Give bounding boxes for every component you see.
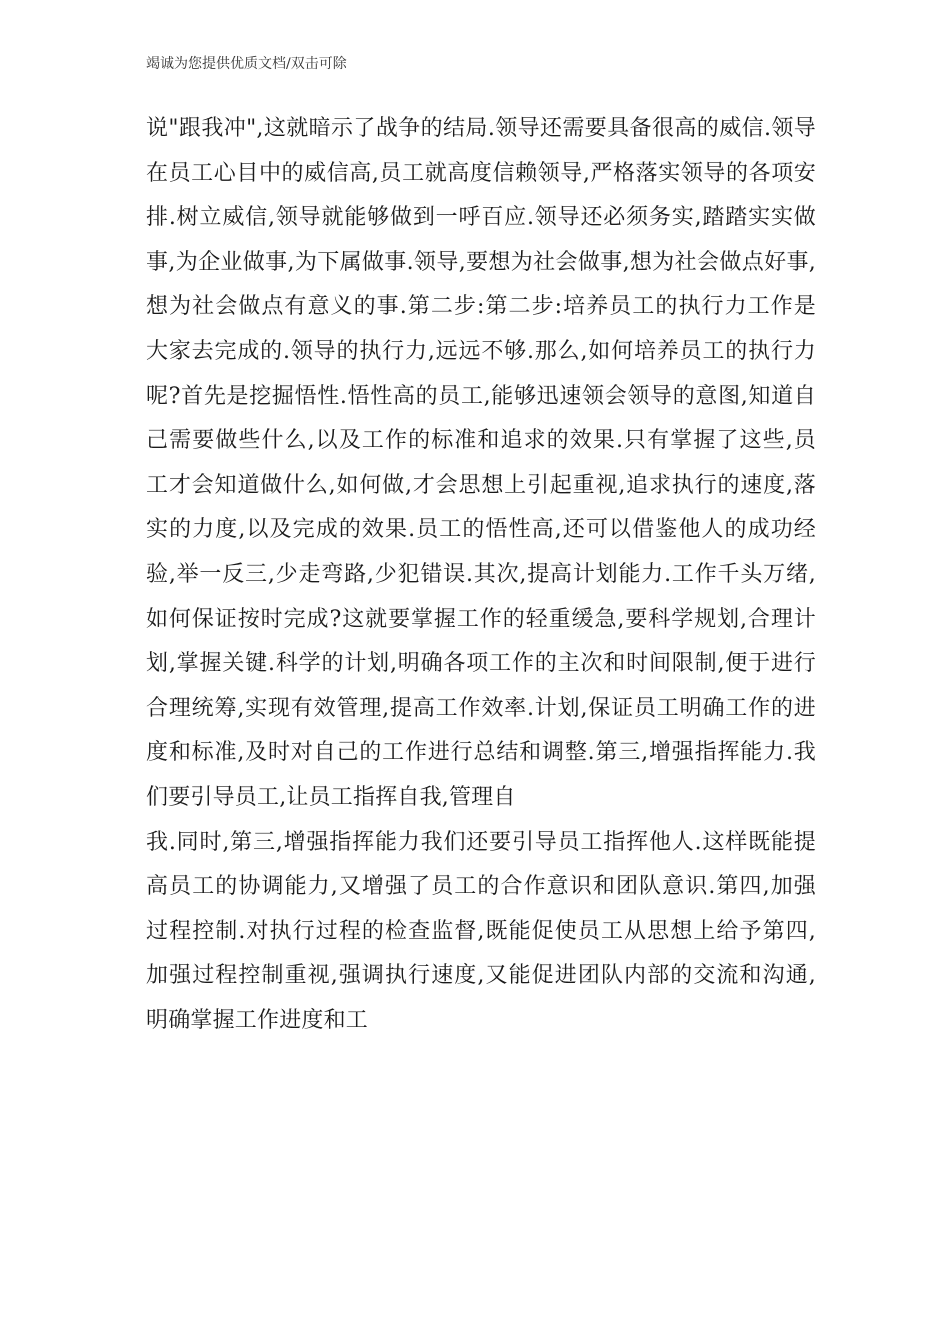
text-line: 明确掌握工作进度和工 [146, 1007, 369, 1033]
text-line: 划,掌握关键.科学的计划,明确各项工作的主次和时间限制,便于进行 [146, 651, 816, 677]
text-line: 高员工的协调能力,又增强了员工的合作意识和团队意识.第四,加强 [146, 874, 816, 900]
text-line: 验,举一反三,少走弯路,少犯错误.其次,提高计划能力.工作千头万绪, [146, 561, 816, 587]
text-line: 加强过程控制重视,强调执行速度,又能促进团队内部的交流和沟通, [146, 963, 816, 989]
text-line: 我.同时,第三,增强指挥能力我们还要引导员工指挥他人.这样既能提 [146, 829, 816, 855]
text-line: 大家去完成的.领导的执行力,远远不够.那么,如何培养员工的执行力 [146, 338, 816, 364]
text-line: 实的力度,以及完成的效果.员工的悟性高,还可以借鉴他人的成功经 [146, 517, 816, 543]
text-line: 如何保证按时完成?这就要掌握工作的轻重缓急,要科学规划,合理计 [146, 606, 816, 632]
text-line: 合理统筹,实现有效管理,提高工作效率.计划,保证员工明确工作的进 [146, 695, 816, 721]
text-line: 事,为企业做事,为下属做事.领导,要想为社会做事,想为社会做点好事, [146, 249, 816, 275]
text-line: 想为社会做点有意义的事.第二步:第二步:培养员工的执行力工作是 [146, 294, 816, 320]
text-line: 在员工心目中的威信高,员工就高度信赖领导,严格落实领导的各项安 [146, 160, 816, 186]
body-text [146, 107, 816, 1043]
text-line: 过程控制.对执行过程的检查监督,既能促使员工从思想上给予第四, [146, 918, 816, 944]
text-line: 们要引导员工,让员工指挥自我,管理自 [146, 784, 516, 810]
text-line: 度和标准,及时对自己的工作进行总结和调整.第三,增强指挥能力.我 [146, 740, 816, 766]
text-line: 呢?首先是挖掘悟性.悟性高的员工,能够迅速领会领导的意图,知道自 [146, 383, 816, 409]
text-line: 己需要做些什么,以及工作的标准和追求的效果.只有掌握了这些,员 [146, 428, 816, 454]
header-note: 竭诚为您提供优质文档/双击可除 [146, 56, 347, 72]
text-line: 工才会知道做什么,如何做,才会思想上引起重视,追求执行的速度,落 [146, 472, 816, 498]
text-line: 排.树立威信,领导就能够做到一呼百应.领导还必须务实,踏踏实实做 [146, 205, 816, 231]
text-line: 说"跟我冲",这就暗示了战争的结局.领导还需要具备很高的威信.领导 [146, 116, 816, 141]
